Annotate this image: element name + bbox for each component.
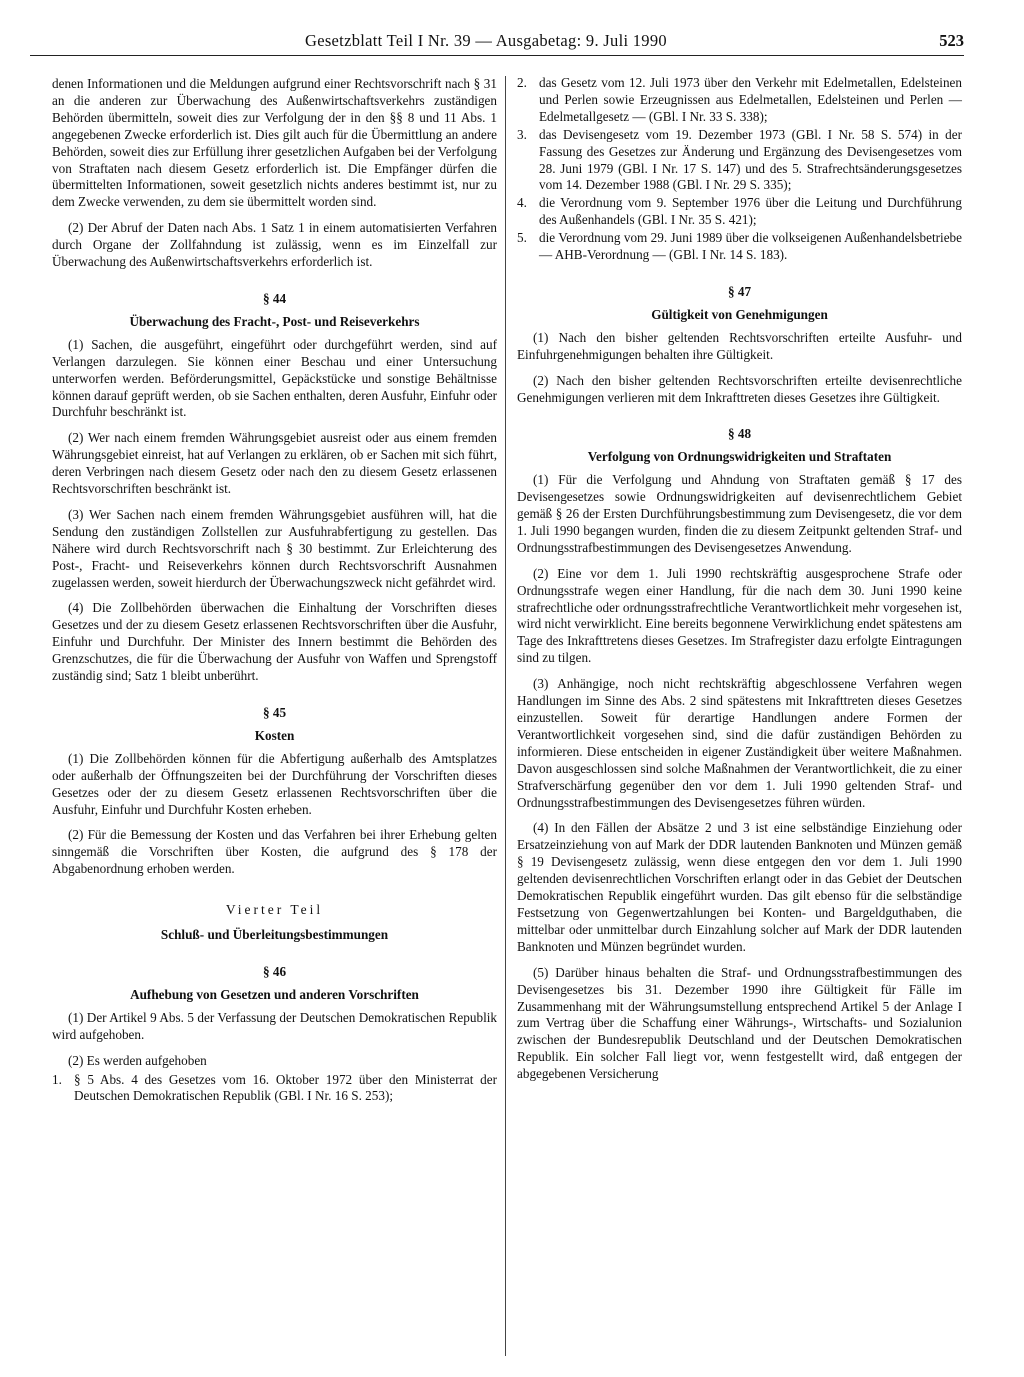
paragraph-44-3: (3) Wer Sachen nach einem fremden Währungsgebiet ausführen will, hat die Sendung den zuständigen Zollstellen zur Ausfuhrabfertigung zu gestellen. Das Nähere wird durch Rechtsvorschrift nach § 30 bestimmt. Zur Erleichterung des Post-, Fracht- und Reiseverkehrs können durch Rechtsvorschrift Ausnahmen zugelassen werden, soweit hierdurch der Überwachungszweck nicht gefährdet wird.: [52, 506, 497, 590]
paragraph-47-2: (2) Nach den bisher geltenden Rechtsvorschriften erteilte devisenrechtliche Genehmigungen verlieren mit dem Inkrafttreten dieses Gesetzes ihre Gültigkeit.: [517, 372, 962, 405]
list-item-text: die Verordnung vom 9. September 1976 über die Leitung und Durchführung des Außenhandels (GBl. I Nr. 35 S. 421);: [539, 195, 962, 228]
page-number: 523: [939, 31, 964, 50]
section-47-title: Gültigkeit von Genehmigungen: [651, 306, 828, 322]
part-title: Vierter Teil: [225, 902, 324, 918]
right-column: [517, 75, 962, 1092]
header-title: Gesetzblatt Teil I Nr. 39 — Ausgabetag: 9. Juli 1990: [305, 31, 667, 50]
list-item: [52, 1072, 497, 1106]
paragraph-47-1: (1) Nach den bisher geltenden Rechtsvorschriften erteilte Ausfuhr- und Einfuhrgenehmigungen behalten ihre Gültigkeit.: [517, 329, 962, 362]
paragraph-48-1: (1) Für die Verfolgung und Ahndung von Straftaten gemäß § 17 des Devisengesetzes sowie Ordnungswidrigkeiten auf devisenrechtlichem Gebiet gemäß § 26 der Ersten Durchführungsbestimmung zum Devisengesetz, die vor dem 1. Juli 1990 begangen wurden, finden die zu diesem Zeitpunkt geltenden Straf- und Ordnungsstrafbestimmungen des Devisengesetzes Anwendung.: [517, 472, 962, 555]
paragraph-43-2: (2) Der Abruf der Daten nach Abs. 1 Satz 1 in einem automatisierten Verfahren durch Organe der Zollfahndung ist zulässig, wenn es im Einzelfall zur Überwachung des Außenwirtschaftsverkehrs erforderlich ist.: [52, 220, 497, 270]
list-item-number: 5.: [517, 230, 527, 246]
list-item-text: das Gesetz vom 12. Juli 1973 über den Verkehr mit Edelmetallen, Edelsteinen und Perlen sowie Erzeugnissen aus Edelmetallen, Edelsteinen und Perlen — Edelmetallgesetz — (GBl. I Nr. 33 S. 338);: [539, 75, 962, 124]
section-45-title: Kosten: [254, 727, 295, 743]
list-item-text: die Verordnung vom 29. Juni 1989 über die volkseigenen Außenhandelsbetriebe — AHB-Verordnung — (GBl. I Nr. 14 S. 183).: [539, 230, 962, 263]
list-item: [517, 75, 962, 126]
paragraph-44-4: (4) Die Zollbehörden überwachen die Einhaltung der Vorschriften dieses Gesetzes und der zu diesem Gesetz erlassenen Rechtsvorschriften über die Ausfuhr, Einfuhr und Durchfuhr. Der Minister des Innern bestimmt die Behörden des Grenzschutzes, die für die Überwachung der Ausfuhr von Waffen und Sprengstoff zuständig sind; Satz 1 bleibt unberührt.: [52, 600, 497, 684]
paragraph-48-4: (4) In den Fällen der Absätze 2 und 3 ist eine selbständige Einziehung oder Ersatzeinziehung von auf Mark der DDR lautenden Banknoten und Münzen gemäß § 19 Devisengesetz zulässig, wenn diese entgegen den vor dem 1. Juli 1990 geltenden devisenrechtlichen Vorschriften erlangt oder in das Gebiet der Deutschen Demokratischen Republik eingeführt wurden. Das gilt ebenso für die selbständige Festsetzung von Gegenwertzahlungen bei Konten- und Bargeldguthaben, die mittelbar oder unmittelbar durch Einzahlung solcher auf Mark der DDR lautenden Banknoten und Münzen begründet wurden.: [517, 820, 962, 954]
paragraph-46-2-label: (2) Es werden aufgehoben: [68, 1052, 207, 1068]
list-item-number: 1.: [52, 1071, 62, 1087]
repeal-list-right: [517, 75, 962, 264]
list-item-number: 2.: [517, 75, 527, 90]
section-44-number: § 44: [262, 290, 287, 306]
section-48-title: Verfolgung von Ordnungswidrigkeiten und Straftaten: [587, 449, 892, 465]
section-45-number: § 45: [262, 705, 287, 720]
section-46-title: Aufhebung von Gesetzen und anderen Vorschriften: [130, 986, 419, 1002]
list-item-number: 4.: [517, 195, 527, 211]
repeal-list-left: [52, 1072, 497, 1106]
paragraph-44-1: (1) Sachen, die ausgeführt, eingeführt oder durchgeführt werden, sind auf Verlangen darzulegen. Sie können einer Beschau und einer Untersuchung unterworfen werden. Beförderungsmittel, Gepäckstücke und sonstige Behältnisse können darauf geprüft werden, ob sie Sachen enthalten, deren Ausfuhr, Einfuhr oder Durchfuhr beschränkt ist.: [52, 336, 497, 420]
list-item-text: § 5 Abs. 4 des Gesetzes vom 16. Oktober 1972 über den Ministerrat der Deutschen Demokratischen Republik (GBl. I Nr. 16 S. 253);: [74, 1071, 497, 1104]
section-46-number: § 46: [262, 963, 287, 979]
paragraph-45-1: (1) Die Zollbehörden können für die Abfertigung außerhalb des Amtsplatzes oder außerhalb der Öffnungszeiten bei der Durchführung der Vorschriften dieses Gesetzes oder der zu diesem Gesetz erlassenen Rechtsvorschriften über die Ausfuhr, Einfuhr und Durchfuhr Kosten erheben.: [52, 750, 497, 817]
paragraph-46-1: (1) Der Artikel 9 Abs. 5 der Verfassung der Deutschen Demokratischen Republik wird aufgehoben.: [52, 1009, 497, 1042]
list-item: [517, 230, 962, 264]
left-column: [52, 76, 497, 1113]
column-divider: [505, 76, 506, 1356]
section-47-number: § 47: [727, 283, 752, 299]
paragraph-45-2: (2) Für die Bemessung der Kosten und das Verfahren bei ihrer Erhebung gelten sinngemäß die Vorschriften über Kosten, die aufgrund des § 178 der Abgabenordnung erhoben werden.: [52, 827, 497, 877]
section-48-number: § 48: [727, 426, 752, 442]
paragraph-48-5: (5) Darüber hinaus behalten die Straf- und Ordnungsstrafbestimmungen des Devisengesetzes bis 31. Dezember 1990 ihre Gültigkeit für Fälle im Zusammenhang mit der Währungsumstellung entsprechend Artikel 5 der Anlage I zum Vertrag über die Schaffung einer Währungs-, Wirtschafts- und Sozialunion zwischen der Bundesrepublik Deutschland und der Deutschen Demokratischen Republik. Ein solcher Fall liegt vor, wenn festgestellt wird, daß entgegen der abgegebenen Versicherung: [517, 964, 962, 1082]
list-item: [517, 195, 962, 229]
paragraph-48-2: (2) Eine vor dem 1. Juli 1990 rechtskräftig ausgesprochene Strafe oder Ordnungsstrafe wegen einer Handlung, für die nach dem 30. Juni 1990 keine strafrechtliche oder ordnungsstrafrechtliche Verantwortlichkeit mehr vorgesehen ist, wird nicht verwirklicht. Eine bereits begonnene Verwirklichung endet spätestens am Tage des Inkrafttretens dieses Gesetzes. Im Strafregister dazu erfolgte Eintragungen sind zu tilgen.: [517, 565, 962, 666]
section-44-title: Überwachung des Fracht-, Post- und Reiseverkehrs: [129, 313, 420, 329]
paragraph-43-1-continued: denen Informationen und die Meldungen aufgrund einer Rechtsvorschrift nach § 31 an die anderen zur Überwachung des Außenwirtschaftsverkehrs zuständigen Behörden übermitteln, soweit dies zur Verfolgung der in den §§ 8 und 11 Abs. 1 angegebenen Zwecke erforderlich ist. Dies gilt auch für die Übermittlung an andere Behörden, soweit dies zur Erfüllung ihrer gesetzlichen Aufgaben bei der Verfolgung von Straftaten nach diesem Gesetz erforderlich ist. Die Empfänger dürfen die übermittelten Informationen, soweit gesetzlich nichts anderes bestimmt ist, nur zu dem Zwecke verwenden, zu dem sie übermittelt worden sind.: [52, 76, 497, 210]
page-header: [30, 28, 964, 58]
list-item-number: 3.: [517, 126, 527, 142]
list-item: [517, 127, 962, 195]
paragraph-48-3: (3) Anhängige, noch nicht rechtskräftig abgeschlossene Verfahren wegen Handlungen im Sinne des Abs. 2 sind spätestens mit Inkrafttreten dieses Gesetzes einzustellen. Soweit für derartige Handlungen andere Formen der Verantwortlichkeit vorgesehen sind, sind die dafür zuständigen Behörden zu informieren. Diese entscheiden in eigener Zuständigkeit über weitere Maßnahmen. Davon ausgeschlossen sind solche Maßnahmen der Verantwortlichkeit, die zu einer Strafverschärfung gegenüber den vor dem 1. Juli 1990 geltenden Straf- und Ordnungsstrafbestimmungen des Devisengesetzes führen würden.: [517, 676, 962, 810]
part-subtitle: Schluß- und Überleitungsbestimmungen: [160, 927, 389, 943]
paragraph-44-2: (2) Wer nach einem fremden Währungsgebiet ausreist oder aus einem fremden Währungsgebiet einreist, hat auf Verlangen zu erklären, ob er Sachen mit sich führt, deren Verbringen nach diesem Gesetz oder nach den zu diesem Gesetz erlassenen Rechtsvorschriften beschränkt ist.: [52, 430, 497, 497]
header-rule: [30, 55, 964, 56]
list-item-text: das Devisengesetz vom 19. Dezember 1973 (GBl. I Nr. 58 S. 574) in der Fassung des Gesetzes zur Änderung und Ergänzung des Devisengesetzes vom 28. Juni 1979 (GBl. I Nr. 17 S. 147) und des 5. Strafrechtsänderungsgesetzes vom 14. Dezember 1988 (GBl. I Nr. 29 S. 335);: [539, 126, 962, 193]
